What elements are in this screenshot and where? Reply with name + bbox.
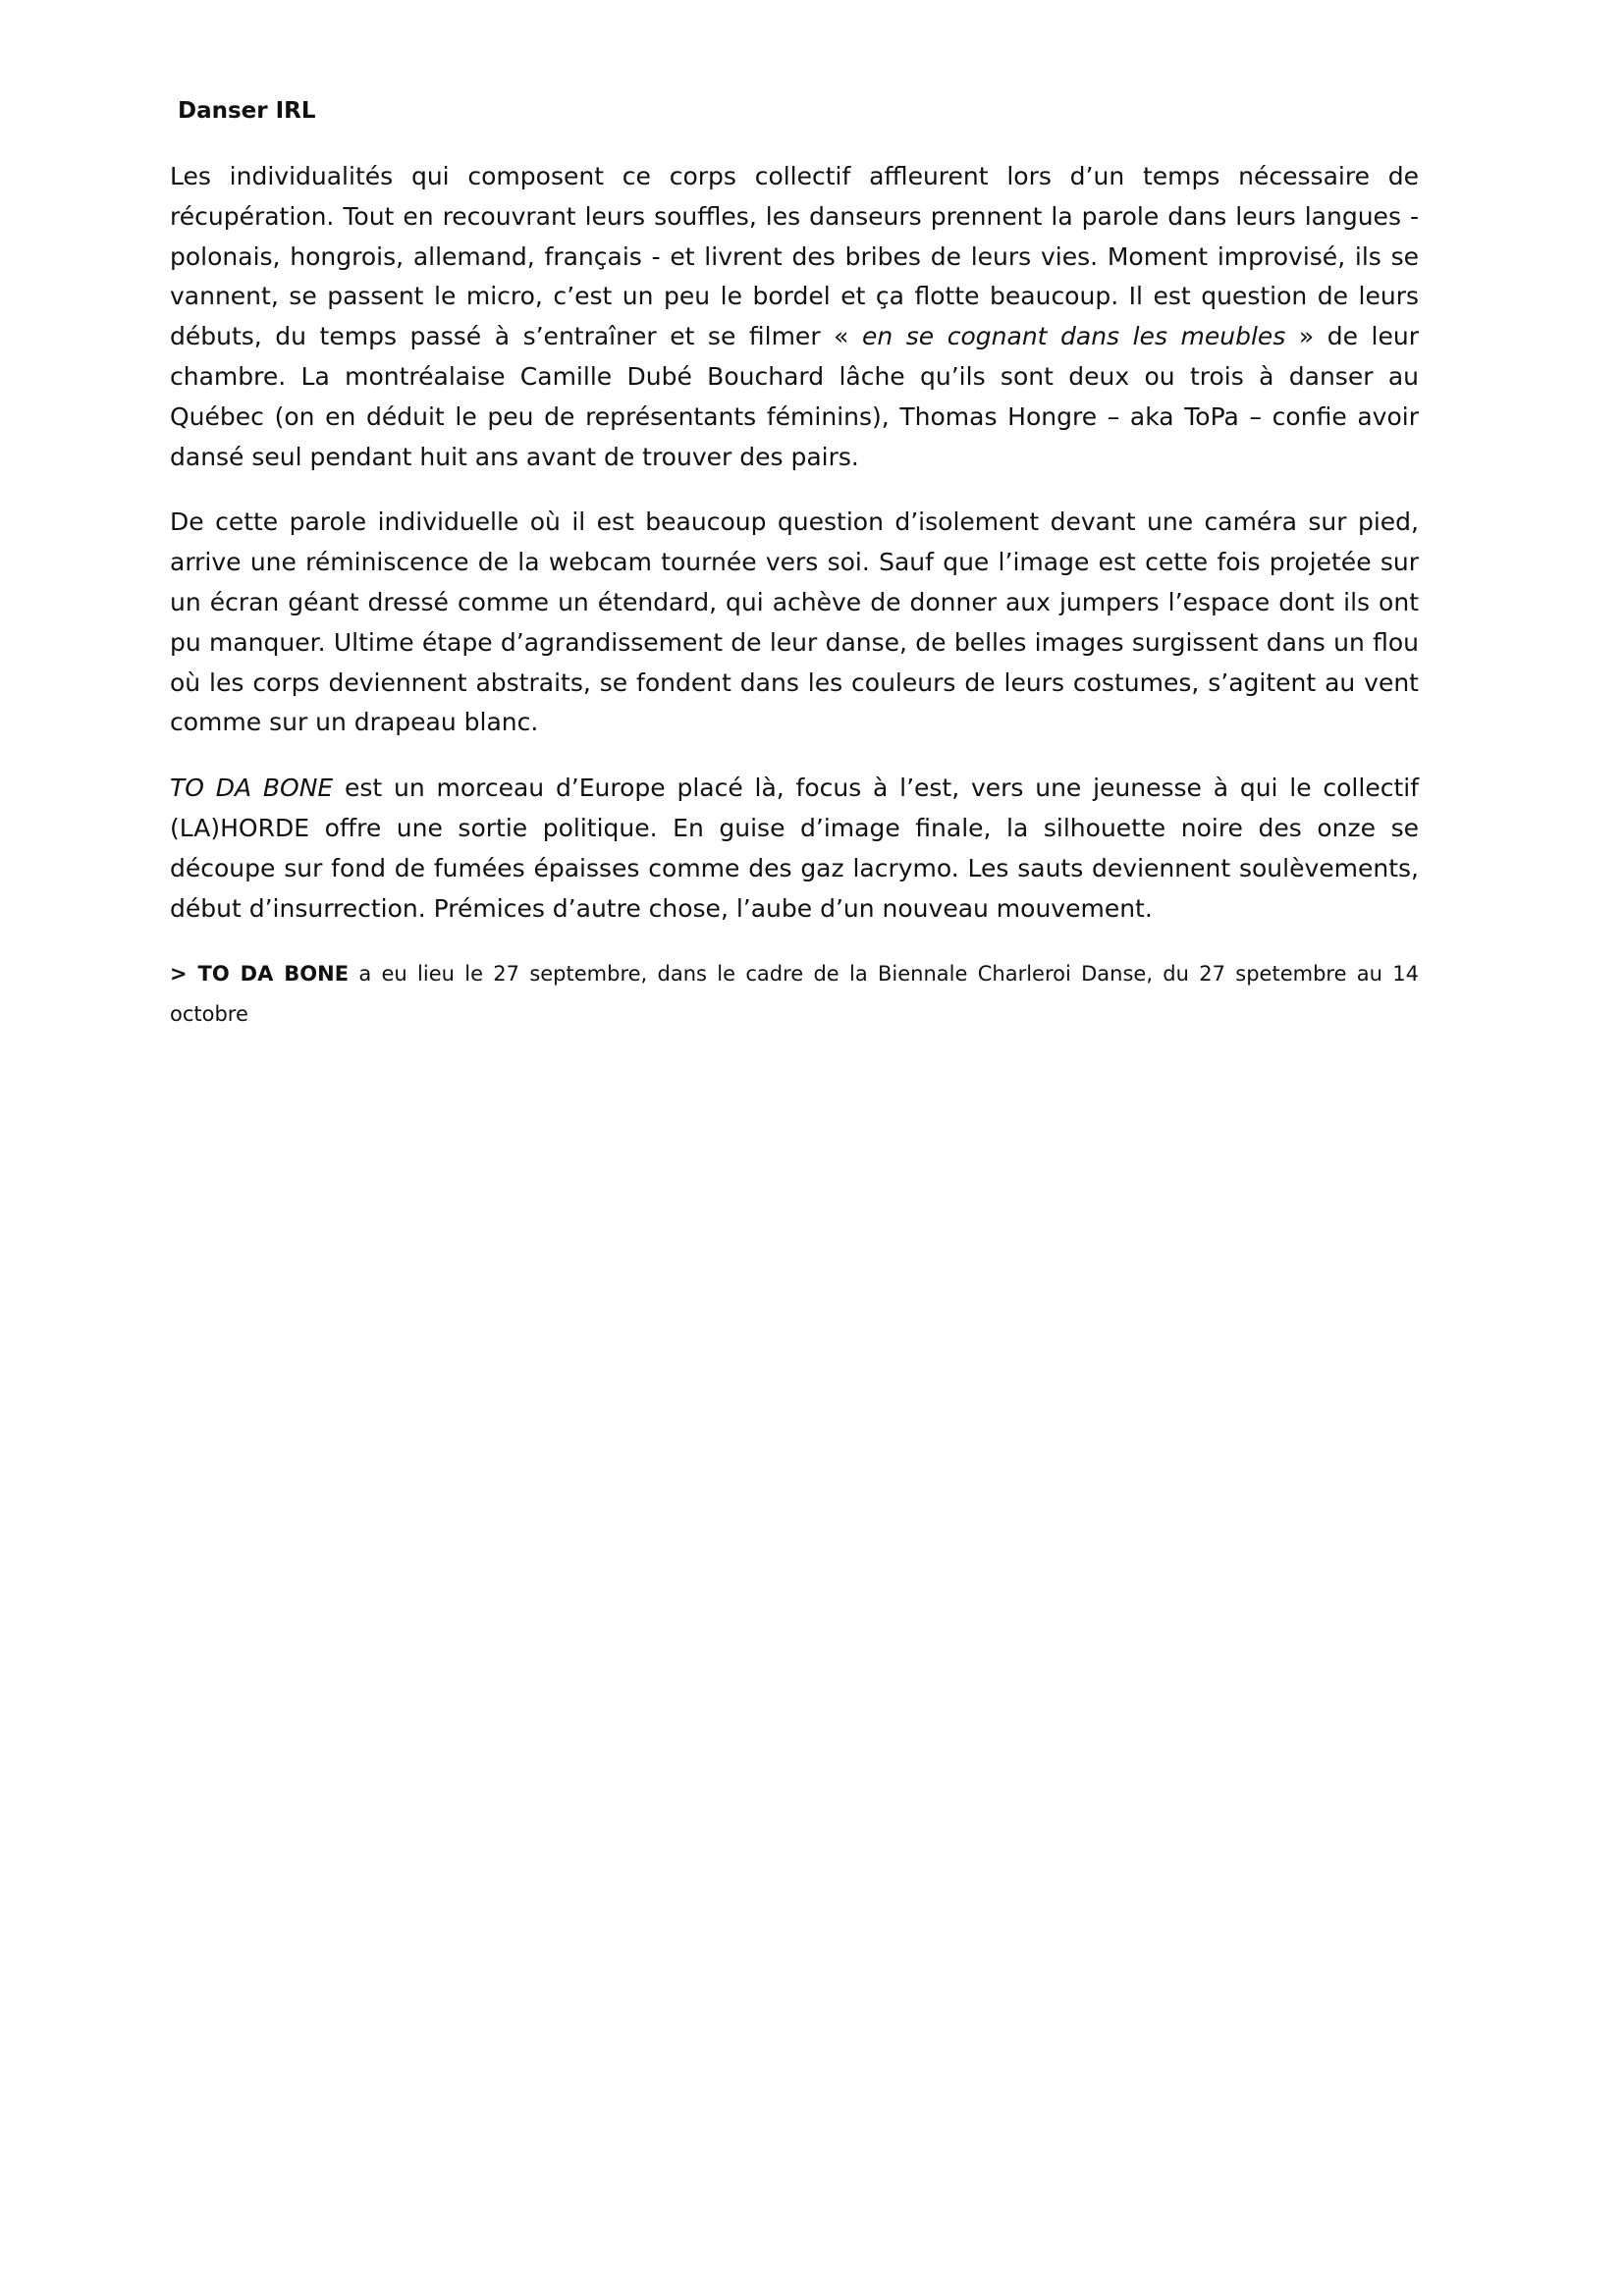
paragraph-1-italic-quote: en se cognant dans les meubles xyxy=(862,322,1286,351)
paragraph-1 xyxy=(170,157,1419,477)
event-footnote xyxy=(170,954,1419,1035)
paragraph-2: De cette parole individuelle où il est beaucoup question d’isolement devant une caméra sur pied, arrive une réminiscence de la webcam tournée vers soi. Sauf que l’image est cette fois projetée sur un écran géant dressé comme un étendard, qui achève de donner aux jumpers l’espace dont ils ont pu manquer. Ultime étape d’agrandissement de leur danse, de belles images surgissent dans un flou où les corps deviennent abstraits, se fondent dans les couleurs de leurs costumes, s’agitent au vent comme sur un drapeau blanc. xyxy=(170,507,1419,737)
footnote-bold-title: > TO DA BONE xyxy=(170,962,350,987)
section-heading: Danser IRL xyxy=(178,98,316,124)
paragraph-1-text-b: » de leur chambre. La montréalaise Camille Dubé Bouchard lâche qu’ils sont deux ou trois à danser au Québec (on en déduit le peu de représentants féminins), Thomas Hongre – aka ToPa – confie avoir dansé seul pendant huit ans avant de trouver des pairs. xyxy=(170,322,1419,471)
footnote-text: a eu lieu le 27 septembre, dans le cadre de la Biennale Charleroi Danse, du 27 spetembre au 14 octobre xyxy=(170,962,1419,1027)
paragraph-1-text-a: Les individualités qui composent ce corps collectif affleurent lors d’un temps nécessaire de récupération. Tout en recouvrant leurs souffles, les danseurs prennent la parole dans leurs langues - polonais, hongrois, allemand, français - et livrent des bribes de leurs vies. Moment improvisé, ils se vannent, se passent le micro, c’est un peu le bordel et ça flotte beaucoup. Il est question de leurs débuts, du temps passé à s’entraîner et se filmer « xyxy=(170,162,1419,351)
paragraph-3-italic-title: TO DA BONE xyxy=(170,774,334,803)
document-page xyxy=(170,94,1419,1035)
paragraph-3 xyxy=(170,769,1419,929)
paragraph-3-text: est un morceau d’Europe placé là, focus à l’est, vers une jeunesse à qui le collectif (LA)HORDE offre une sortie politique. En guise d’image finale, la silhouette noire des onze se découpe sur fond de fumées épaisses comme des gaz lacrymo. Les sauts deviennent soulèvements, début d’insurrection. Prémices d’autre chose, l’aube d’un nouveau mouvement. xyxy=(170,774,1419,923)
